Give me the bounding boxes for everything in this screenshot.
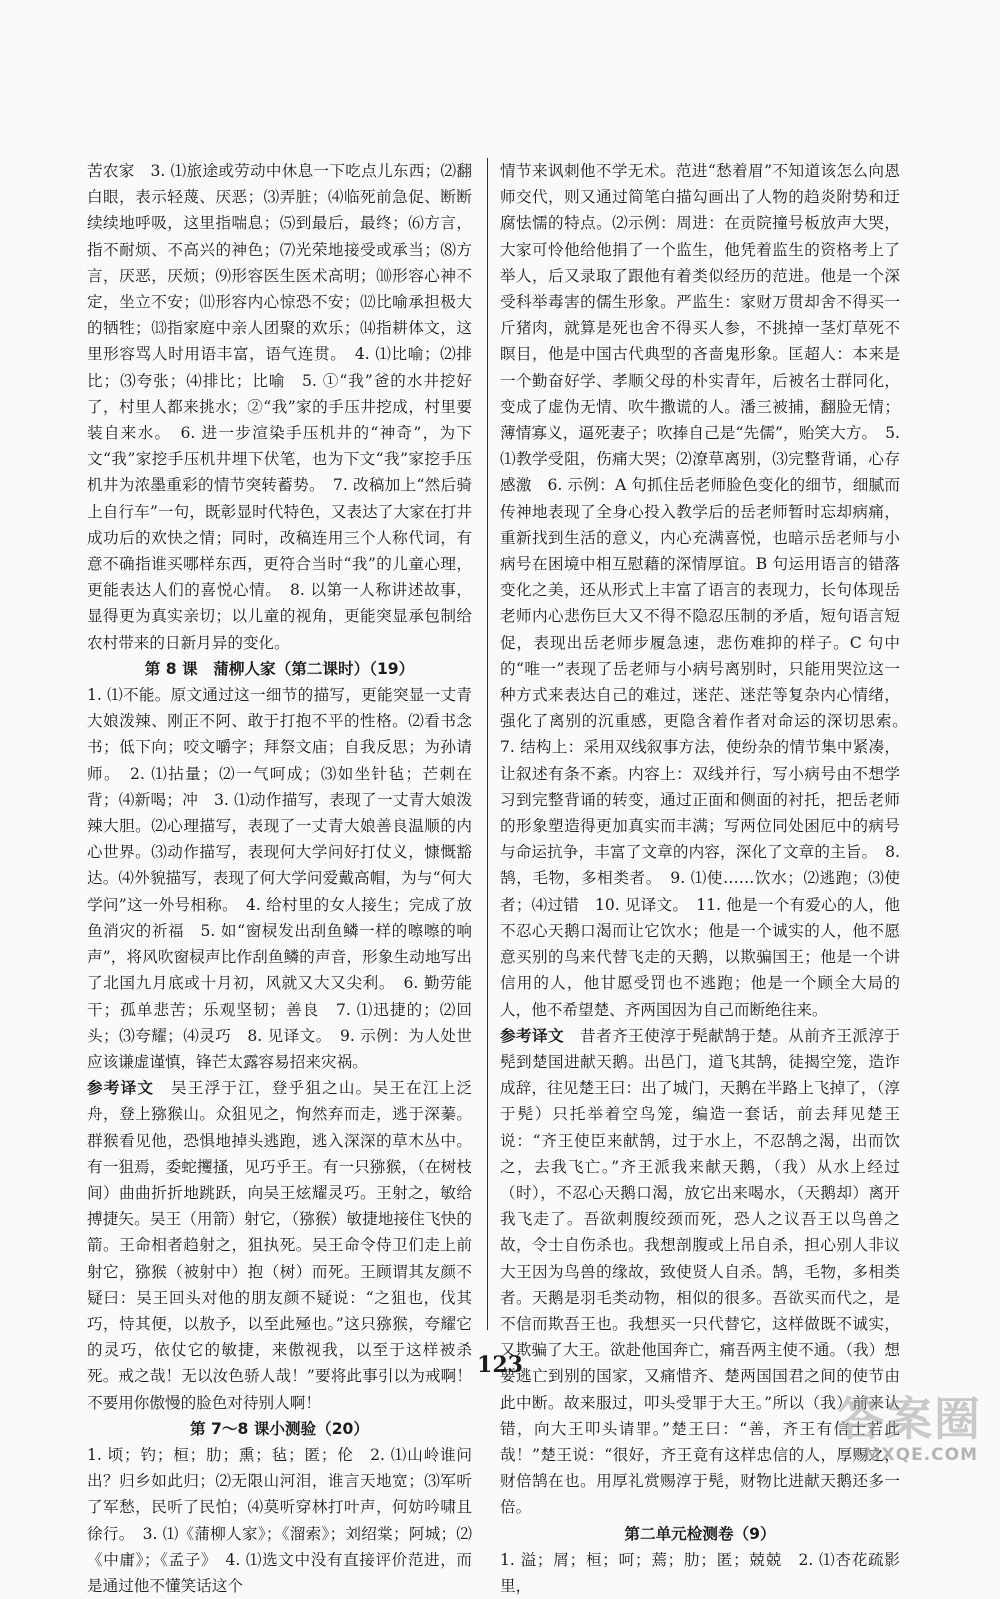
right-answer-block-3: 1. 溢；屑；桓；呵；蔫；肋；匿；兢兢 2. ⑴杏花疏影里， (500, 1550, 900, 1595)
translation-text: 吴王浮于江，登乎狙之山。吴王在江上泛舟，登上猕猴山。众狙见之，恂然弃而走，逃于深蓁。群猴看见他，恐惧地掉头逃跑，逃入深深的草木丛中。有一狙焉，委蛇攫搔，见巧乎王。有一只猕猴，（在树枝间）曲曲折折地跳跃，向吴王炫耀灵巧。王射之，敏给搏捷矢。吴王（用箭）射它，（猕猴）敏捷地接住飞快的箭。王命相者趋射之，狙执死。吴王命令侍卫们走上前射它，猕猴（被射中）抱（树）而死。王顾谓其友颜不疑曰：吴王回头对他的朋友颜不疑说：“之狙也，伐其巧，恃其便，以敖予，以至此殛也。”这只猕猴，夸耀它的灵巧，依仗它的敏捷，来傲视我，以至于这样被杀死。戒之哉！无以汝色骄人哉！”要将此事引以为戒啊！不要用你傲慢的脸色对待别人啊！ (87, 1079, 472, 1412)
watermark-glyphs: 答案圈 (838, 1392, 982, 1446)
column-divider (487, 158, 488, 1330)
unit-2-test-heading: 第二单元检测卷（9） (624, 1524, 776, 1543)
quiz-7-8-heading: 第 7～8 课小测验（20） (189, 1419, 369, 1438)
watermark-logo (788, 1392, 988, 1465)
left-answer-block-1: 苦农家 3. ⑴旅途或劳动中休息一下吃点儿东西；⑵翻白眼，表示轻蔑、厌恶；⑶弄脏；⑷临死前急促、断断续续地呼吸，这里指喘息；⑸到最后，最终；⑹方言，指不耐烦、不高兴的神色；⑺光荣地接受或承当；⑻方言，厌恶，厌烦；⑼形容医生医术高明；⑽形容心神不定，坐立不安；⑾形容内心惊恐不安；⑿比喻承担极大的牺牲；⒀指家庭中亲人团聚的欢乐；⒁指耕体文，这里形容骂人时用语丰富，语气连贯。 4. ⑴比喻；⑵排比；⑶夸张；⑷排比；比喻 5. ①“我”爸的水井挖好了，村里人都来挑水；②“我”家的手压井挖成，村里要装自来水。 6. 进一步渲染手压机井的“神奇”，为下文“我”家挖手压机井埋下伏笔，也为下文“我”家挖手压机井为浓墨重彩的情节突转蓄势。 7. 改稿加上“然后骑上自行车”一句，既彰显时代特色，又表达了大家在打井成功后的欢快之情；同时，改稿连用三个人称代词，有意不确指谁买哪样东西，更符合当时“我”的儿童心理，更能表达人们的喜悦心情。 8. 以第一人称讲述故事，显得更为真实亲切；以儿童的视角，更能突显承包制给农村带来的日新月异的变化。 (87, 162, 472, 652)
translation-text: 昔者齐王使淳于髡献鹄于楚。从前齐王派淳于髡到楚国进献天鹅。出邑门，道飞其鹄，徒揭空笼，造诈成辞，往见楚王曰：出了城门，天鹅在半路上飞掉了，（淳于髡）只托举着空鸟笼，编造一套话，前去拜见楚王说：“齐王使臣来献鹄，过于水上，不忍鹄之渴，出而饮之，去我飞亡。”齐王派我来献天鹅，（我）从水上经过（时），不忍心天鹅口渴，放它出来喝水，（天鹅却）离开我飞走了。吾欲刺腹绞颈而死，恐人之议吾王以鸟兽之故，令士自伤杀也。我想剖腹或上吊自杀，担心别人非议大王因为鸟兽的缘故，致使贤人自杀。鹄，毛物，多相类者。天鹅是羽毛类动物，相似的很多。吾欲买而代之，是不信而欺吾王也。我想买一只代替它，这样做既不诚实，又欺骗了大王。欲赴他国奔亡，痛吾两主使不通。（我）想要逃亡到别的国家，又痛惜齐、楚两国国君之间的使节由此中断。故来服过，叩头受罪于大王。”所以（我）前来认错，向大王叩头请罪。”楚王曰：“善，齐王有信士若此哉！”楚王说：“很好，齐王竟有这样忠信的人，厚赐之，财倍鹄在也。用厚礼赏赐淳于髡，财物比进献天鹅还多一倍。 (500, 1026, 900, 1517)
right-answer-block-1: 情节来讽刺他不学无术。范进“愁着眉”不知道该怎么向恩师交代，则又通过简笔白描勾画出了人物的趋炎附势和迂腐怯懦的特点。⑵示例：周进：在贡院撞号板放声大哭，大家可怜他给他捐了一个监生，他凭着监生的资格考上了举人，后又录取了跟他有着类似经历的范进。他是一个深受科举毒害的儒生形象。严监生：家财万贯却舍不得买一斤猪肉，就算是死也舍不得买人参，不挑掉一茎灯草死不瞑目，他是中国古代典型的吝啬鬼形象。匡超人：本来是一个勤奋好学、孝顺父母的朴实青年，后被名士群同化，变成了虚伪无情、吹牛撒谎的人。潘三被捕，翻脸无情；薄情寡义，逼死妻子；吹捧自己是“先儒”，贻笑大方。 5. ⑴教学受阻，伤痛大哭；⑵潦草离别，⑶完整背诵，心存感激 6. 示例：A 句抓住岳老师脸色变化的细节，细腻而传神地表现了全身心投入教学后的岳老师暂时忘却病痛，重新找到生活的意义，内心充满喜悦，也暗示岳老师与小病号在困境中相互慰藉的深情厚谊。B 句运用语言的错落变化之美，还从形式上丰富了语言的表现力，长句体现岳老师内心悲伤巨大又不得不隐忍压制的矛盾，短句语言短促，表现出岳老师步履急速，悲伤难抑的样子。C 句中的“唯一”表现了岳老师与小病号离别时，只能用哭泣这一种方式来表达自己的难过，迷茫、迷茫等复杂内心情绪，强化了离别的沉重感，更隐含着作者对命运的深切思索。 7. 结构上：采用双线叙事方法，使纷杂的情节集中紧凑，让叙述有条不紊。内容上：双线并行，写小病号由不想学习到完整背诵的转变，通过正面和侧面的衬托，把岳老师的形象塑造得更加真实而丰满；写两位同处困厄中的病号与命运抗争，丰富了文章的内容，深化了文章的主旨。 8. 鹄，毛物，多相类者。 9. ⑴使……饮水；⑵逃跑；⑶使者；⑷过错 10. 见译文。 11. 他是一个有爱心的人，他不忍心天鹅口渴而让它饮水；他是一个诚实的人，他不愿意买别的鸟来代替飞走的天鹅，以欺骗国王；他是一个讲信用的人，他甘愿受罚也不逃跑；他是一个顾全大局的人，他不希望楚、齐两国因为自己而断绝往来。 (500, 162, 916, 1019)
lesson-8-heading: 第 8 课 蒲柳人家（第二课时）（19） (144, 659, 415, 678)
watermark-url: MXQE.COM (863, 1445, 978, 1465)
translation-label: 参考译文 (87, 1078, 155, 1098)
left-answer-block-4: 1. 顷；钓；桓；肋；熏；毡；匿；伦 2. ⑴山岭谁问出？归乡如此归；⑵无限山河泪，谁言天地宽；⑶军听了军愁，民听了民怕；⑷莫听穿林打叶声，何妨吟啸且徐行。 3. ⑴《蒲柳人家》；《溜索》；刘绍棠；阿城；⑵《中庸》；《孟子》 4. ⑴选文中没有直接评价范进，而是通过他不懂笑话这个 (87, 1445, 472, 1595)
page-number: 123 (477, 1352, 523, 1378)
left-answer-block-2: 1. ⑴不能。原文通过这一细节的描写，更能突显一丈青大娘泼辣、刚正不阿、敢于打抱不平的性格。⑵看书念书；低下向；咬文嚼字；拜祭文庙；自我反思；为孙请师。 2. ⑴拈量；⑵一气呵成；⑶如坐针毡；芒刺在背；⑷新喝；冲 3. ⑴动作描写，表现了一丈青大娘泼辣大胆。⑵心理描写，表现了一丈青大娘善良温顺的内心世界。⑶动作描写，表现何大学问好打仗义，慷慨豁达。⑷外貌描写，表现了何大学问爱戴高帽，为与“何大学问”这一外号相称。 4. 给村里的女人接生；完成了放鱼消灾的祈福 5. 如“窗棂发出刮鱼鳞一样的嚓嚓的响声”，将风吹窗棂声比作刮鱼鳞的声音，形象生动地写出了北国九月底或十月初，风就又大又尖利。 6. 勤劳能干；孤单悲苦；乐观坚韧；善良 7. ⑴迅捷的；⑵回头；⑶夸耀；⑷灵巧 8. 见译文。 9. 示例：为人处世应该谦虚谨慎，锋芒太露容易招来灾祸。 (87, 686, 472, 1071)
translation-label: 参考译文 (500, 1025, 565, 1045)
left-column (87, 158, 472, 1599)
